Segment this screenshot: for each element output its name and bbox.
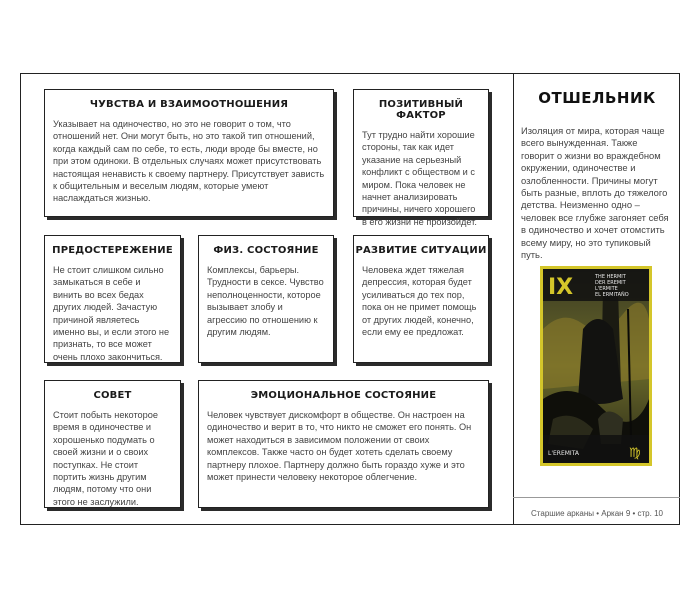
- footer-divider: [513, 497, 680, 498]
- tarot-card-image: [540, 266, 652, 466]
- card-warning: [44, 235, 181, 363]
- card-development: [353, 235, 489, 363]
- card-numeral: IX: [548, 275, 574, 300]
- card-advice: [44, 380, 181, 508]
- card-title: РАЗВИТИЕ СИТУАЦИИ: [355, 245, 487, 256]
- card-title: ПОЗИТИВНЫЙ ФАКТОР: [378, 99, 464, 121]
- card-name: THE HERMIT: [595, 274, 626, 280]
- card-title: ЧУВСТВА И ВЗАИМООТНОШЕНИЯ: [89, 99, 289, 110]
- card-name: L'ERMITE: [595, 286, 618, 292]
- card-physical-state: [198, 235, 334, 363]
- card-name: EL ERMITAÑO: [595, 292, 629, 298]
- card-emotional-state: [198, 380, 489, 508]
- card-feelings: [44, 89, 334, 217]
- card-text: Тут трудно найти хорошие стороны, так как идет указание на серьезный конфликт с обществом и с миром. Пока человек не начнет анализировать причины, ничего хорошего в его жизни не произойдет.: [362, 130, 477, 227]
- virgo-sign-icon: ♍: [629, 446, 641, 461]
- card-bottom-label: L'EREMITA: [548, 450, 579, 457]
- card-text: Стоит побыть некоторое время в одиночестве и хорошенько подумать о своей жизни и о своих поступках. Не стоит портить жизнь другим людям, потому что они этого не заслужили.: [53, 410, 158, 507]
- card-text: Человек чувствует дискомфорт в обществе. Он настроен на одиночество и верит в то, что никто не сможет его понять. Он может находиться в зависимом положении от своих комплексов. Также часто он будет хотеть сделать своему партнеру плохое. Партнеру должно быть гораздо хуже и это может принести человеку некоторое облегчение.: [207, 410, 472, 483]
- card-title: ЭМОЦИОНАЛЬНОЕ СОСТОЯНИЕ: [250, 390, 437, 401]
- card-title: СОВЕТ: [93, 390, 132, 401]
- page-footer: Старшие арканы • Аркан 9 • стр. 10: [531, 509, 663, 518]
- card-text: Комплексы, барьеры. Трудности в сексе. Чувство неполноценности, которое вызывает злобу и агрессию по отношению к другим людям.: [207, 265, 324, 338]
- card-name: DER EREMIT: [595, 280, 626, 286]
- arcana-description: Изоляция от мира, которая чаще всего вынужденная. Также говорит о жизни во враждебном окружении, одиночестве и озлобленности. Причины могут быть разные, вплоть до тяжелого детства. Неизменно одно – человек все глубже загоняет себя в одиночество и хочет отомстить всему миру, но это тупиковый путь.: [521, 125, 669, 261]
- card-text: Человека ждет тяжелая депрессия, которая будет усиливаться до тех пор, пока он не примет помощь от других людей, конечно, если ему ее предложат.: [362, 265, 477, 338]
- card-text: Указывает на одиночество, но это не говорит о том, что отношений нет. Они могут быть, но это такой тип отношений, когда каждый сам по себе, то есть, люди вроде бы вместе, но при этом одиноки. В отдельных случаях может присутствовать настоящая ненависть к своему партнеру. Присутствует зависть к общительным и веселым людям, которые умеют наслаждаться жизнью.: [53, 119, 325, 204]
- card-positive-factor: [353, 89, 489, 227]
- card-text: Не стоит слишком сильно замыкаться в себе и винить во всех бедах других людей. Зачастую причиной являетесь именно вы, и если этого не признать, то все может очень плохо закончиться.: [53, 265, 170, 362]
- card-title: ФИЗ. СОСТОЯНИЕ: [213, 245, 319, 256]
- arcana-title: ОТШЕЛЬНИК: [538, 89, 656, 107]
- card-title: ПРЕДОСТЕРЕЖЕНИЕ: [52, 245, 173, 256]
- hermit-illustration: [543, 269, 649, 463]
- column-divider: [513, 73, 514, 525]
